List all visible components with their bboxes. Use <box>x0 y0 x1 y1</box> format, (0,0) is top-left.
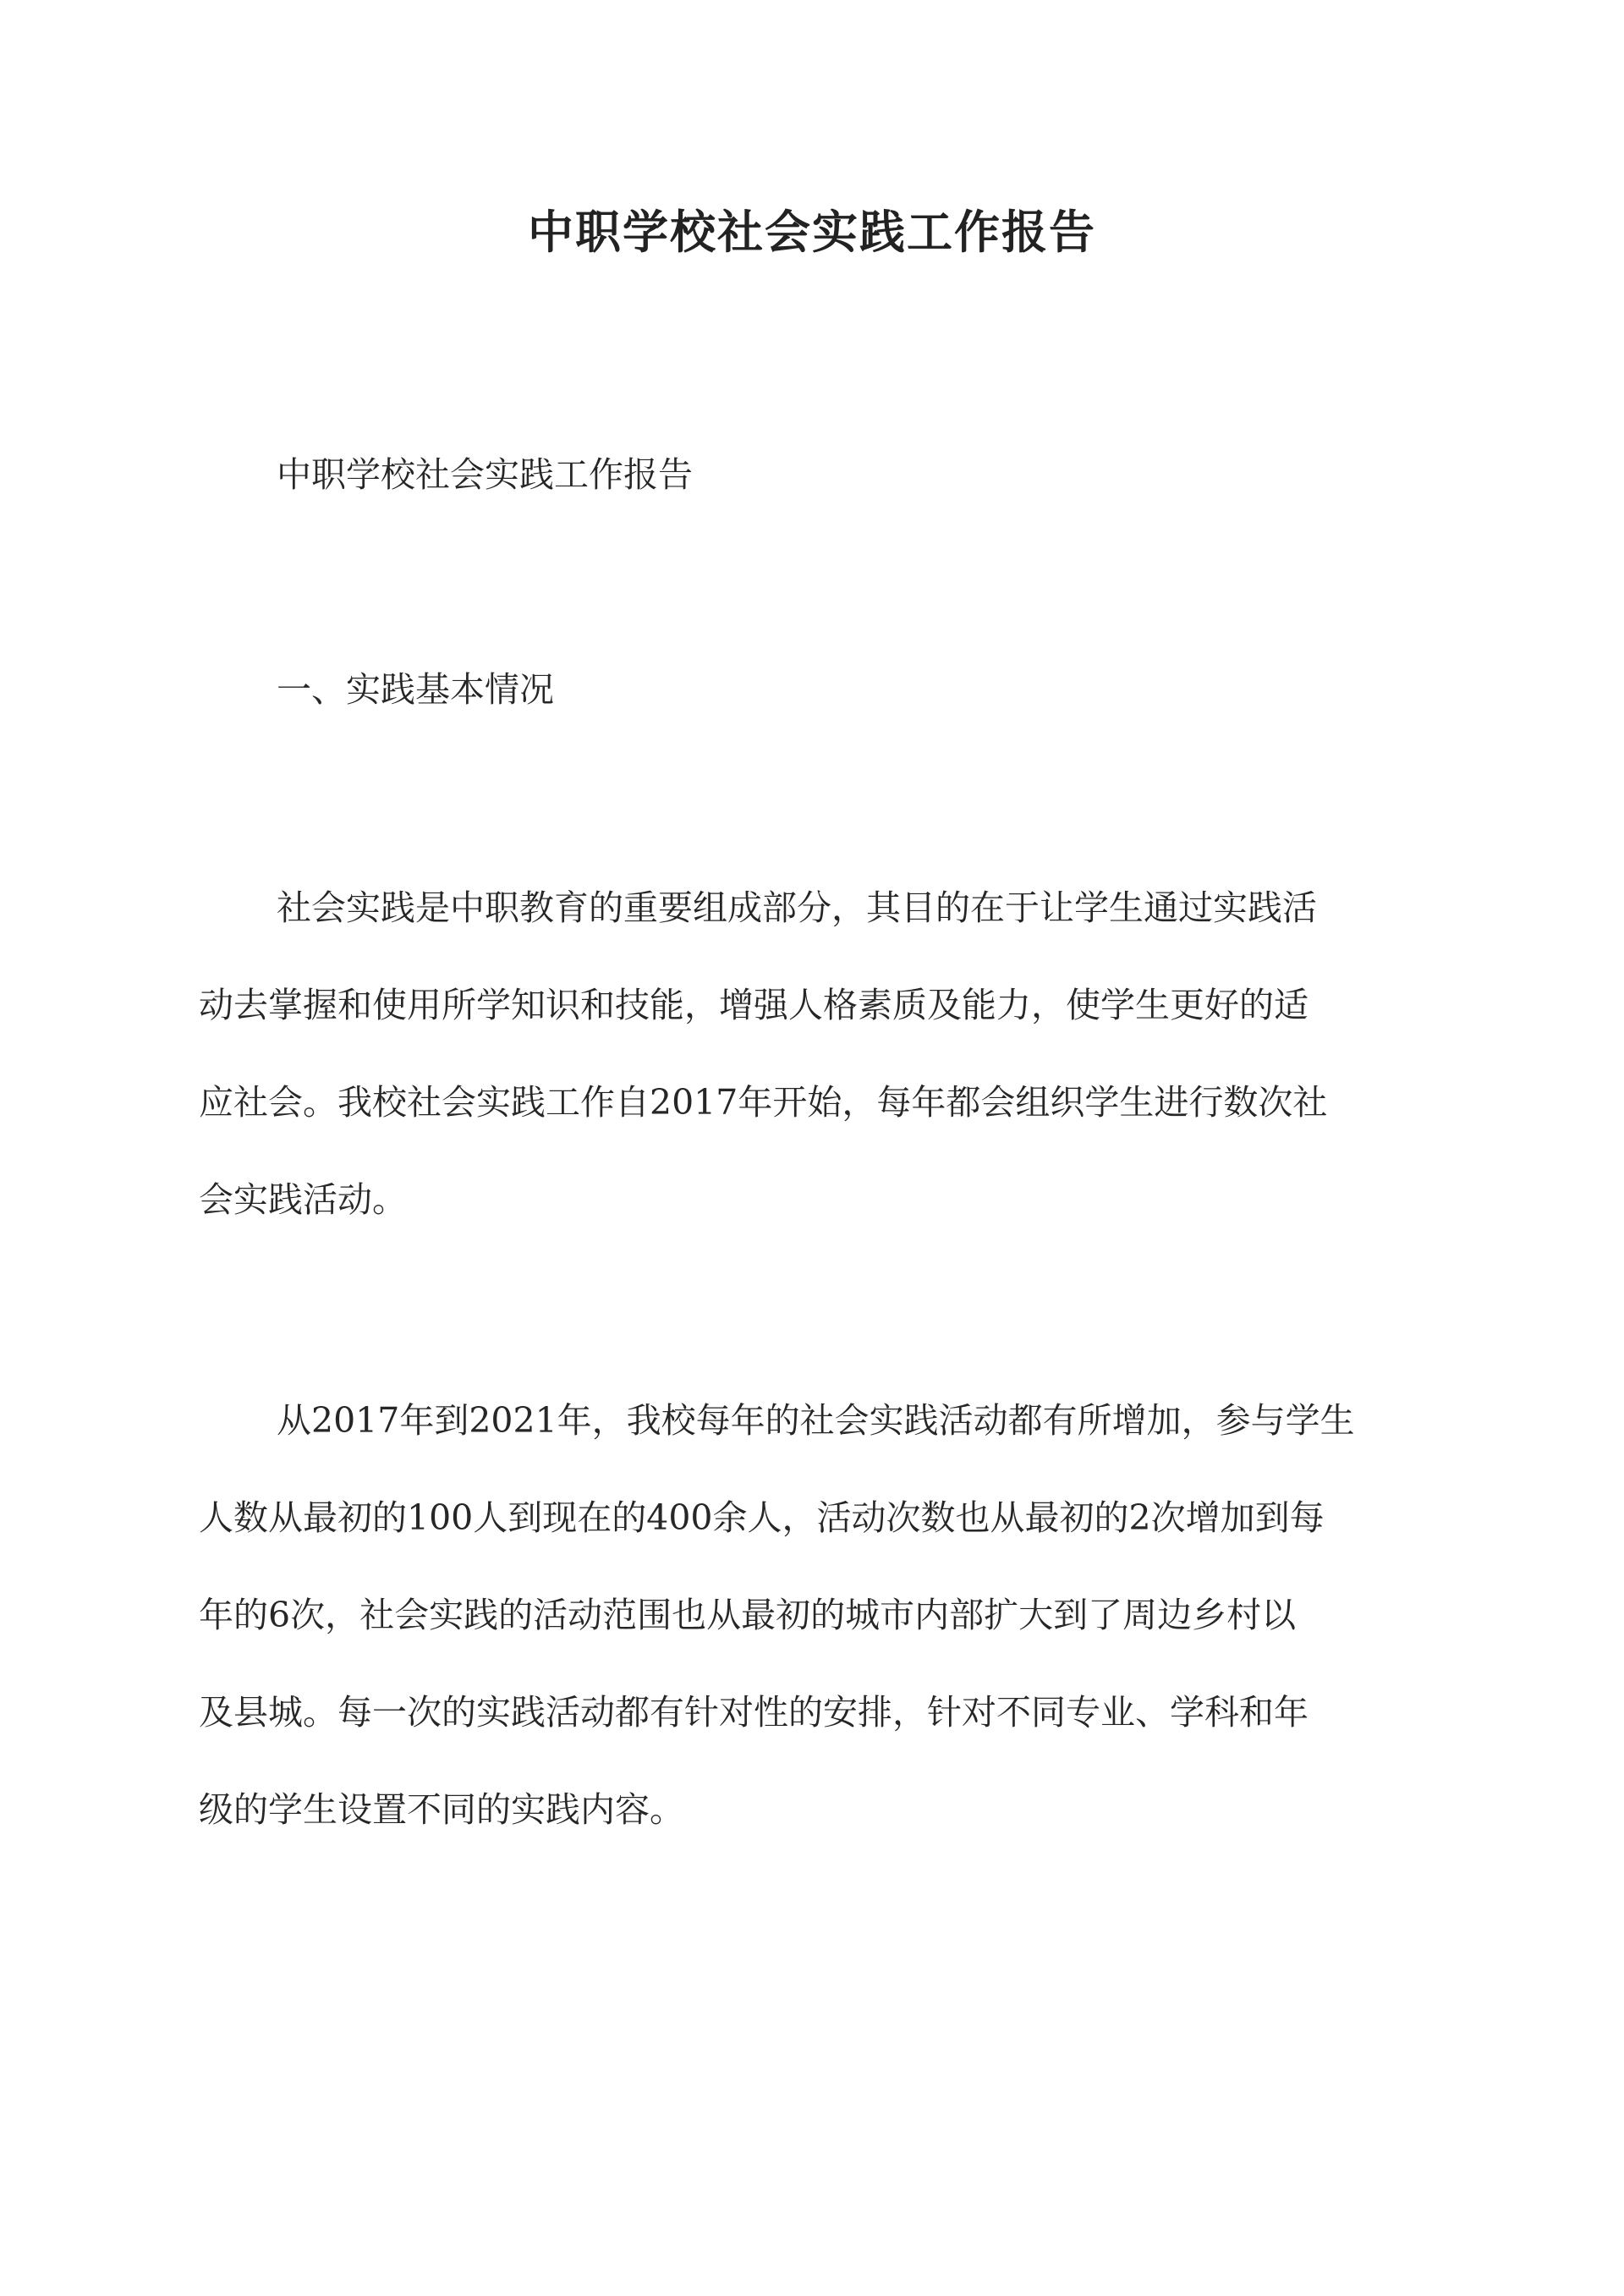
paragraph-line: 人数从最初的100人到现在的400余人，活动次数也从最初的2次增加到每 <box>199 1497 1325 1538</box>
paragraph-line: 动去掌握和使用所学知识和技能，增强人格素质及能力，使学生更好的适 <box>199 985 1309 1025</box>
paragraph-line: 会实践活动。 <box>199 1179 407 1220</box>
section-heading: 一、实践基本情况 <box>277 669 554 710</box>
paragraph-line: 级的学生设置不同的实践内容。 <box>199 1789 684 1830</box>
paragraph-line: 从2017年到2021年，我校每年的社会实践活动都有所增加，参与学生 <box>277 1400 1355 1441</box>
paragraph-line: 年的6次，社会实践的活动范围也从最初的城市内部扩大到了周边乡村以 <box>199 1595 1297 1635</box>
paragraph-line: 社会实践是中职教育的重要组成部分，其目的在于让学生通过实践活 <box>277 887 1317 928</box>
document-title: 中职学校社会实践工作报告 <box>528 205 1096 259</box>
paragraph-line: 应社会。我校社会实践工作自2017年开始，每年都会组织学生进行数次社 <box>199 1082 1328 1123</box>
document-subtitle: 中职学校社会实践工作报告 <box>277 454 693 495</box>
paragraph-2 <box>199 1372 1429 1859</box>
paragraph-1 <box>199 860 1429 1249</box>
paragraph-line: 及县城。每一次的实践活动都有针对性的安排，针对不同专业、学科和年 <box>199 1692 1309 1733</box>
